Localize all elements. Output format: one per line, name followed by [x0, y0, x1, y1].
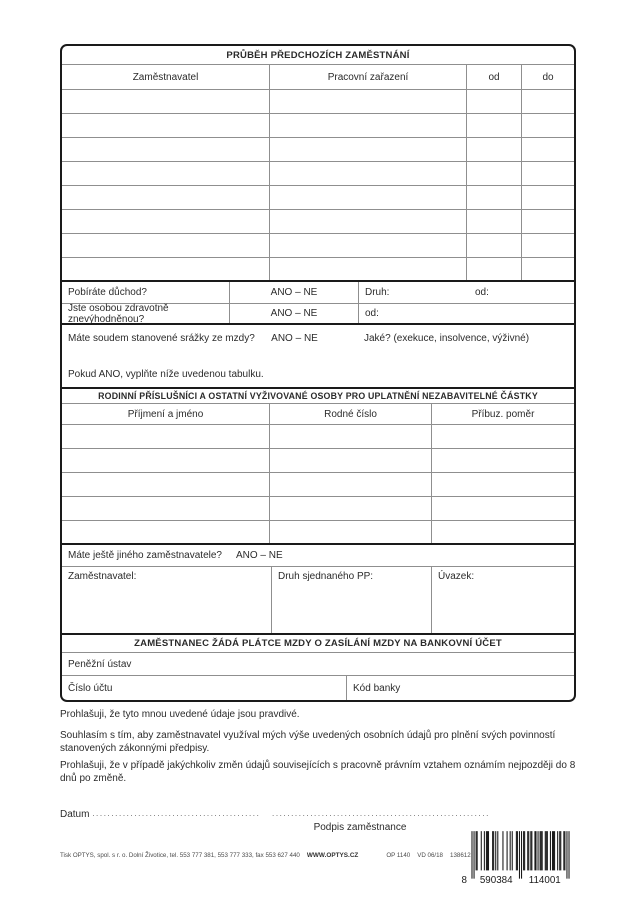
- col-header-position: Pracovní zařazení: [270, 65, 467, 89]
- form-order-code: OP 1140: [386, 852, 411, 859]
- pension-answer: ANO – NE: [230, 282, 359, 303]
- empty-cell: [270, 138, 467, 161]
- garnishment-note: Pokud ANO, vyplňte níže uvedenou tabulku.: [68, 369, 264, 380]
- empty-cell: [270, 234, 467, 257]
- empty-cell: [62, 162, 270, 185]
- empty-row: [62, 258, 574, 282]
- empty-row: [62, 449, 574, 473]
- empty-cell: [467, 210, 522, 233]
- employment-history-title: PRŮBĚH PŘEDCHOZÍCH ZAMĚSTNÁNÍ: [62, 46, 574, 65]
- empty-cell: [270, 90, 467, 113]
- empty-row: [62, 497, 574, 521]
- garnishment-section: [62, 325, 574, 389]
- empty-cell: [270, 162, 467, 185]
- barcode-right-digits: 114001: [528, 874, 561, 885]
- empty-cell: [467, 186, 522, 209]
- col-header-to: do: [542, 71, 554, 83]
- empty-row: [62, 138, 574, 162]
- other-employer-detail-row: [62, 567, 574, 635]
- bank-institution-label: Peněžní ústav: [68, 658, 132, 670]
- empty-row: [62, 234, 574, 258]
- empty-cell: [467, 234, 522, 257]
- signature-dotted-line: .........................................................: [272, 809, 490, 818]
- declaration-consent: Souhlasím s tím, aby zaměstnavatel využíval mých výše uvedených osobních údajů pro plnění svých povinností stanovených zákonnými předpisy.: [60, 730, 556, 755]
- disability-question: Jste osobou zdravotně znevýhodněnou?: [62, 304, 230, 323]
- empty-cell: [432, 521, 574, 543]
- empty-row: [62, 473, 574, 497]
- print-footer: [60, 852, 471, 859]
- empty-cell: [522, 234, 574, 257]
- form-code: 138612: [450, 852, 471, 859]
- barcode-left-digits: 590384: [479, 874, 513, 885]
- pension-question: Pobíráte důchod?: [62, 282, 230, 303]
- employee-form: [60, 44, 576, 702]
- declaration-changes: Prohlašuji, že v případě jakýchkoliv změn údajů souvisejících s pracovně právním vztahem oznámím nejpozději do 8 dnů po změně.: [60, 760, 576, 785]
- employment-history-header: [62, 65, 574, 90]
- dependents-title: RODINNÍ PŘÍSLUŠNÍCI A OSTATNÍ VYŽIVOVANÉ OSOBY PRO UPLATNĚNÍ NEZABAVITELNÉ ČÁSTKY: [62, 389, 574, 404]
- empty-cell: [432, 449, 574, 472]
- disability-row: [62, 304, 574, 325]
- empty-cell: [467, 138, 522, 161]
- employment-history-rows: [62, 90, 574, 282]
- empty-row: [62, 90, 574, 114]
- garnishment-answer: ANO – NE: [271, 333, 318, 344]
- bank-code-label: Kód banky: [353, 682, 401, 694]
- empty-cell: [522, 210, 574, 233]
- date-label: Datum: [60, 809, 90, 820]
- empty-row: [62, 210, 574, 234]
- empty-cell: [467, 90, 522, 113]
- empty-cell: [522, 258, 574, 280]
- other-employer-question: Máte ještě jiného zaměstnavatele?: [68, 550, 222, 561]
- publisher-web: WWW.OPTYS.CZ: [306, 852, 359, 859]
- empty-cell: [62, 114, 270, 137]
- empty-row: [62, 521, 574, 545]
- empty-cell: [432, 473, 574, 496]
- empty-cell: [467, 258, 522, 280]
- bank-institution-row: [62, 653, 574, 676]
- empty-cell: [62, 234, 270, 257]
- empty-cell: [62, 449, 270, 472]
- empty-cell: [62, 497, 270, 520]
- empty-cell: [270, 473, 432, 496]
- empty-cell: [467, 162, 522, 185]
- empty-cell: [270, 425, 432, 448]
- signature-label: Podpis zaměstnance: [313, 822, 407, 833]
- empty-cell: [62, 473, 270, 496]
- form-version: VD 06/18: [417, 852, 444, 859]
- empty-cell: [270, 186, 467, 209]
- barcode-lead-digit: 8: [461, 874, 467, 885]
- signature-block: [272, 809, 490, 833]
- empty-cell: [467, 114, 522, 137]
- empty-cell: [270, 258, 467, 280]
- pension-from-label: od:: [475, 287, 489, 298]
- empty-cell: [522, 114, 574, 137]
- account-number-label: Číslo účtu: [62, 676, 347, 700]
- empty-row: [62, 162, 574, 186]
- workload-label: Úvazek:: [438, 571, 475, 582]
- other-employer-answer: ANO – NE: [235, 550, 283, 561]
- empty-row: [62, 425, 574, 449]
- empty-cell: [432, 425, 574, 448]
- empty-cell: [270, 210, 467, 233]
- bank-account-row: [62, 676, 574, 700]
- empty-cell: [270, 521, 432, 543]
- print-info: Tisk OPTYS, spol. s r. o. Dolní Životice, tel. 553 777 381, 553 777 333, fax 553 627 440: [60, 852, 300, 859]
- empty-cell: [522, 138, 574, 161]
- empty-cell: [62, 186, 270, 209]
- empty-cell: [522, 90, 574, 113]
- empty-cell: [522, 162, 574, 185]
- declaration-truth: Prohlašuji, že tyto mnou uvedené údaje jsou pravdivé.: [60, 709, 300, 720]
- empty-cell: [62, 258, 270, 280]
- col-header-employer: Zaměstnavatel: [62, 65, 270, 89]
- garnishment-question: Máte soudem stanovené srážky ze mzdy?: [68, 333, 255, 344]
- barcode-bars: [471, 831, 569, 878]
- col-header-relation: Příbuz. poměr: [471, 408, 535, 420]
- pension-detail-cell: [359, 282, 574, 303]
- disability-from-label: od:: [365, 308, 379, 319]
- garnishment-kind-label: Jaké? (exekuce, insolvence, výživné): [364, 333, 530, 344]
- empty-row: [62, 186, 574, 210]
- pension-row: [62, 282, 574, 304]
- empty-cell: [522, 186, 574, 209]
- empty-cell: [62, 521, 270, 543]
- ean13-barcode: [457, 831, 585, 885]
- other-employer-label: Zaměstnavatel:: [62, 567, 272, 633]
- col-header-birth-number: Rodné číslo: [270, 404, 432, 424]
- signature-area: [60, 809, 576, 833]
- dependents-header: [62, 404, 574, 425]
- pension-kind-label: Druh:: [365, 287, 390, 298]
- dependents-rows: [62, 425, 574, 545]
- date-dotted-line: ............................................: [92, 809, 261, 818]
- col-header-name: Příjmení a jméno: [62, 404, 270, 424]
- empty-cell: [270, 449, 432, 472]
- empty-cell: [62, 425, 270, 448]
- empty-row: [62, 114, 574, 138]
- empty-cell: [432, 497, 574, 520]
- other-employer-question-row: [62, 545, 574, 567]
- empty-cell: [62, 210, 270, 233]
- empty-cell: [62, 138, 270, 161]
- disability-answer: ANO – NE: [230, 304, 359, 323]
- empty-cell: [62, 90, 270, 113]
- col-header-from: od: [467, 65, 522, 89]
- empty-cell: [270, 114, 467, 137]
- bank-title: ZAMĚSTNANEC ŽÁDÁ PLÁTCE MZDY O ZASÍLÁNÍ MZDY NA BANKOVNÍ ÚČET: [62, 635, 574, 653]
- empty-cell: [270, 497, 432, 520]
- contract-type-label: Druh sjednaného PP:: [272, 567, 432, 633]
